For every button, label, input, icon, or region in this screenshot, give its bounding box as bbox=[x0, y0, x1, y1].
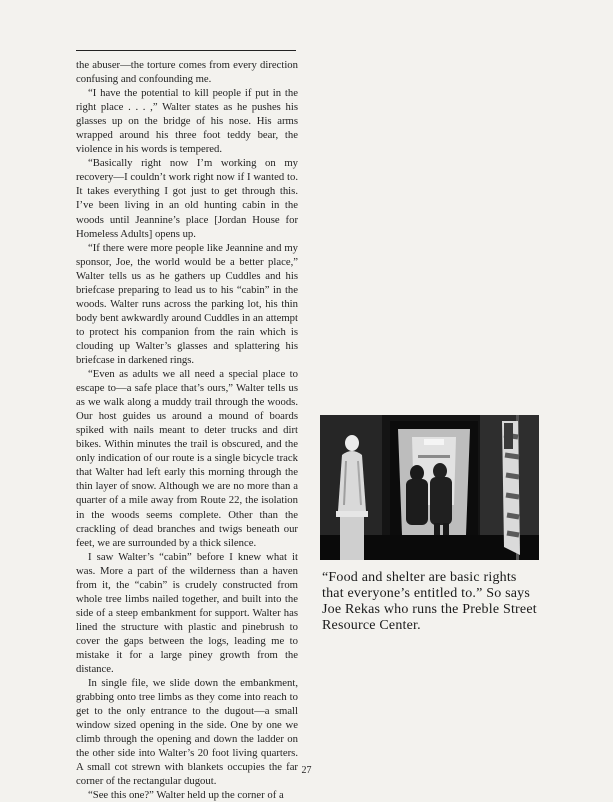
column-top-rule bbox=[76, 50, 296, 51]
paragraph-7: In single file, we slide down the embankment, grabbing onto tree limbs as they come into reach to get to the only entrance to the dugout—a small window sized opening in the side. One by one we climb through the opening and down the ladder on the other side into Walter’s 20 foot living quarters. A small cot strewn with blankets occupies the far corner of the rectangular dugout. bbox=[76, 677, 298, 788]
paragraph-2: “I have the potential to kill people if put in the right place . . . ,” Walter states as he pushes his glasses up on the bridge of his nose. His arms wrapped around his three foot teddy bear, the violence in his words is tempered. bbox=[76, 87, 298, 156]
paragraph-8: “See this one?” Walter held up the corner of a bbox=[88, 789, 284, 802]
photo-caption: “Food and shelter are basic rights that everyone’s entitled to.” So says Joe Rekas who runs the Preble Street Resource Center. bbox=[322, 570, 537, 633]
paragraph-1: the abuser—the torture comes from every direction confusing and confounding me. bbox=[76, 59, 298, 86]
page-number: 27 bbox=[301, 765, 312, 776]
paragraph-5: “Even as adults we all need a special place to escape to—a safe place that’s ours,” Walter tells us as we walk along a muddy trail through the woods. Our host guides us around a mound of boards spiked with nails meant to deter trucks and dirt bikes. Within minutes the trail is obscured, and the only indication of our route is a single bicycle track that Walter had left early this morning through the thin layer of snow. Although we are no more than a quarter of a mile away from Route 22, the isolation in the woods seems complete. Other than the crackling of dead branches and twigs beneath our feet, we are surrounded by a thick silence. bbox=[76, 368, 298, 549]
paragraph-4: “If there were more people like Jeannine and my sponsor, Joe, the world would be a better place,” Walter tells us as he gathers up Cuddles and his briefcase preparing to lead us to his “cabin” in the woods. Walter runs across the parking lot, his thin body bent awkwardly around Cuddles in an attempt to protect his companion from the rain which is clouding up Walter’s glasses and splattering his briefcase in darkened rings. bbox=[76, 241, 298, 366]
hallway-photograph bbox=[320, 415, 539, 560]
paragraph-6: I saw Walter’s “cabin” before I knew what it was. More a part of the wilderness than a haven from it, the “cabin” is crudely constructed from whole tree limbs nailed together, and built into the side of a steep embankment for support. Walter has lined the structure with plastic and pinebrush to cover the gaps between the logs, leading me to mistake it for a large piney growth from the distance. bbox=[76, 550, 298, 676]
article-column bbox=[76, 58, 298, 802]
paragraph-3: “Basically right now I’m working on my recovery—I couldn’t work right now if I wanted to. It takes everything I got just to get through this. I’ve been living in an old hunting cabin in the woods until Jeannine’s place [Jordan House for Homeless Adults] opens up. bbox=[76, 157, 298, 240]
